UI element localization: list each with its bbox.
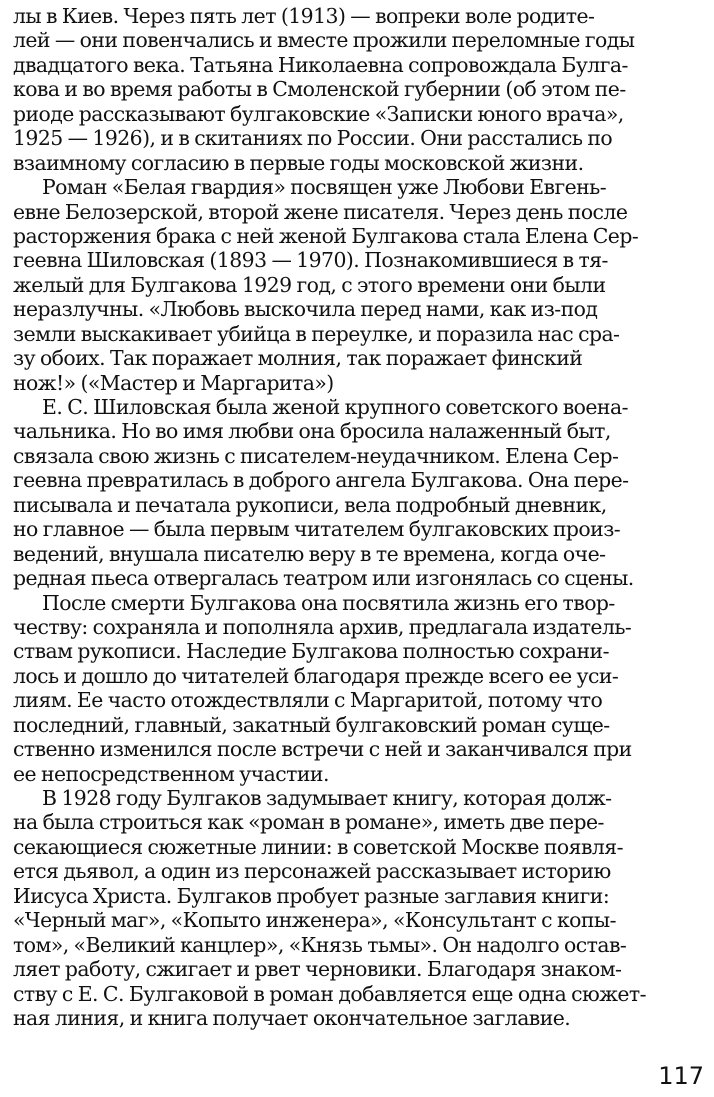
text-line: ется дьявол, а один из персонажей рассказывает историю xyxy=(13,859,611,884)
text-line: лиям. Ее часто отождествляли с Маргаритой, потому что xyxy=(13,688,603,713)
text-line: ству с Е. С. Булгаковой в роман добавляется еще одна сюжет- xyxy=(13,981,647,1006)
text-line: 1925 — 1926), и в скитаниях по России. Они расстались по xyxy=(13,126,613,151)
text-line: земли выскакивает убийца в переулке, и поразила нас сра- xyxy=(13,321,620,346)
text-line: лы в Киев. Через пять лет (1913) — вопреки воле родите- xyxy=(13,4,595,28)
text-line: кова и во время работы в Смоленской губернии (об этом пе- xyxy=(13,77,626,102)
text-line: двадцатого века. Татьяна Николаевна сопровождала Булга- xyxy=(13,52,628,77)
text-line: ляет работу, сжигает и рвет черновики. Благодаря знаком- xyxy=(13,957,622,982)
text-line: последний, главный, закатный булгаковский роман суще- xyxy=(13,712,610,737)
text-line: расторжения брака с ней женой Булгакова стала Елена Сер- xyxy=(13,223,639,248)
text-line: нож!» («Мастер и Маргарита») xyxy=(13,370,334,395)
text-line: честву: сохраняла и пополняла архив, предлагала издатель- xyxy=(13,614,632,639)
text-line: геевна Шиловская (1893 — 1970). Познакомившиеся в тя- xyxy=(13,248,608,273)
text-line: том», «Великий канцлер», «Князь тьмы». Он надолго остав- xyxy=(13,932,627,957)
text-line: Иисуса Христа. Булгаков пробует разные заглавия книги: xyxy=(13,883,610,908)
text-line: писывала и печатала рукописи, вела подробный дневник, xyxy=(13,492,607,517)
paragraph-start-line: После смерти Булгакова она посвятила жизнь его твор- xyxy=(42,590,615,615)
page-number: 117 xyxy=(658,1062,704,1090)
text-line: чальника. Но во имя любви она бросила налаженный быт, xyxy=(13,419,611,444)
page-text xyxy=(13,4,703,1030)
text-line: ственно изменился после встречи с ней и заканчивался при xyxy=(13,737,632,762)
text-line: редная пьеса отвергалась театром или изгонялась со сцены. xyxy=(13,566,634,591)
text-line: «Черный маг», «Копыто инженера», «Консультант с копы- xyxy=(13,908,616,933)
text-line: ная линия, и книга получает окончательное заглавие. xyxy=(13,1005,571,1030)
paragraph-start-line: Е. С. Шиловская была женой крупного советского воена- xyxy=(42,395,628,419)
text-line: зу обоих. Так поражает молния, так поражает финский xyxy=(13,346,583,371)
text-line: неразлучны. «Любовь выскочила перед нами, как из-под xyxy=(13,297,598,322)
text-line: геевна превратилась в доброго ангела Булгакова. Она пере- xyxy=(13,468,629,493)
text-line: ведений, внушала писателю веру в те времена, когда оче- xyxy=(13,541,606,566)
text-line: ее непосредственном участии. xyxy=(13,761,329,786)
text-line: взаимному согласию в первые годы московской жизни. xyxy=(13,150,584,175)
text-line: но главное — была первым читателем булгаковских произ- xyxy=(13,517,621,542)
text-line: ствам рукописи. Наследие Булгакова полностью сохрани- xyxy=(13,639,609,664)
paragraph-start-line: В 1928 году Булгаков задумывает книгу, которая долж- xyxy=(42,786,612,810)
text-line: связала свою жизнь с писателем-неудачником. Елена Сер- xyxy=(13,443,619,468)
text-line: секающиеся сюжетные линии: в советской Москве появля- xyxy=(13,834,623,859)
text-line: на была строиться как «роман в романе», иметь две пере- xyxy=(13,810,604,835)
text-line: желый для Булгакова 1929 год, с этого времени они были xyxy=(13,272,606,297)
text-line: лось и дошло до читателей благодаря прежде всего ее уси- xyxy=(13,663,619,688)
text-line: евне Белозерской, второй жене писателя. Через день после xyxy=(13,199,628,224)
text-line: лей — они повенчались и вместе прожили переломные годы xyxy=(13,28,635,53)
paragraph-start-line: Роман «Белая гвардия» посвящен уже Любови Евгень- xyxy=(42,175,607,200)
text-line: риоде рассказывают булгаковские «Записки юного врача», xyxy=(13,101,624,126)
